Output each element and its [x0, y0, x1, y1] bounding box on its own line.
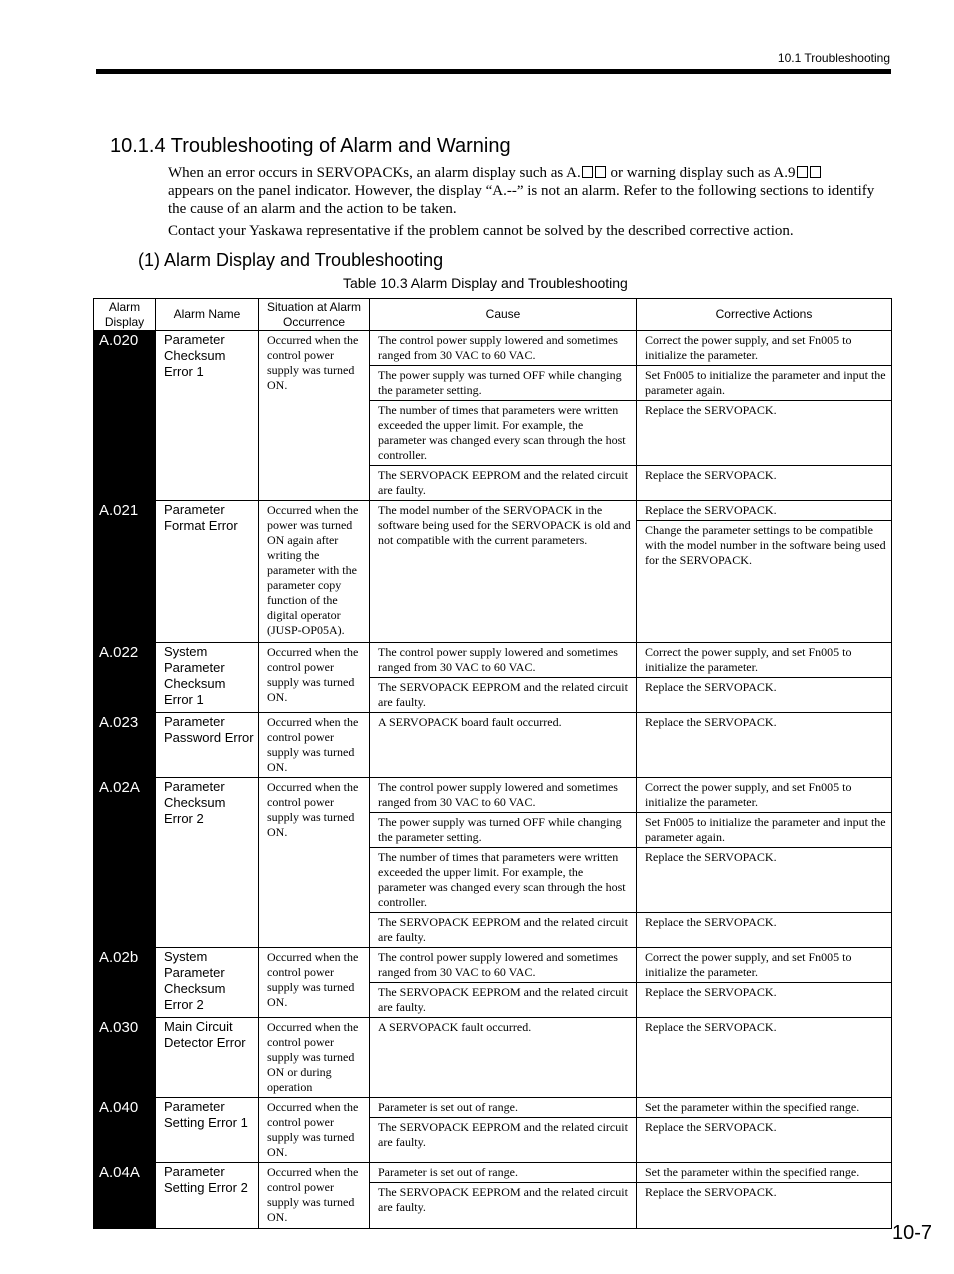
alarm-cause: The number of times that parameters were written exceeded the upper limit. For example, the parameter was changed every scan through the host controller. — [370, 401, 637, 466]
box-placeholder-icon — [797, 166, 808, 178]
corrective-action: Correct the power supply, and set Fn005 to initialize the parameter. — [637, 778, 892, 813]
alarm-code: A.021 — [94, 501, 156, 643]
table-caption: Table 10.3 Alarm Display and Troubleshooting — [343, 275, 628, 291]
alarm-situation: Occurred when the control power supply was turned ON. — [259, 1098, 370, 1163]
column-header: Situation at Alarm Occurrence — [259, 299, 370, 331]
box-placeholder-icon — [582, 166, 593, 178]
table-row — [94, 1018, 892, 1098]
corrective-action: Replace the SERVOPACK. — [637, 983, 892, 1018]
box-placeholder-icon — [595, 166, 606, 178]
alarm-name: System Parameter Checksum Error 1 — [156, 643, 259, 713]
alarm-cause: The SERVOPACK EEPROM and the related circuit are faulty. — [370, 913, 637, 948]
contact-paragraph: Contact your Yaskawa representative if the problem cannot be solved by the described corrective action. — [168, 223, 794, 239]
alarm-table — [93, 298, 892, 1229]
alarm-cause: The SERVOPACK EEPROM and the related circuit are faulty. — [370, 678, 637, 713]
alarm-code: A.022 — [94, 643, 156, 713]
alarm-name: System Parameter Checksum Error 2 — [156, 948, 259, 1018]
alarm-code: A.02b — [94, 948, 156, 1018]
alarm-cause: The SERVOPACK EEPROM and the related circuit are faulty. — [370, 1118, 637, 1163]
alarm-cause: The number of times that parameters were written exceeded the upper limit. For example, the parameter was changed every scan through the host controller. — [370, 848, 637, 913]
corrective-action: Correct the power supply, and set Fn005 to initialize the parameter. — [637, 643, 892, 678]
box-placeholder-icon — [810, 166, 821, 178]
alarm-cause: Parameter is set out of range. — [370, 1098, 637, 1118]
alarm-cause: The control power supply lowered and sometimes ranged from 30 VAC to 60 VAC. — [370, 778, 637, 813]
table-header-row — [94, 299, 892, 331]
column-header: Corrective Actions — [637, 299, 892, 331]
corrective-action: Replace the SERVOPACK. — [637, 466, 892, 501]
corrective-action: Replace the SERVOPACK. — [637, 678, 892, 713]
intro-text-1: When an error occurs in SERVOPACKs, an alarm display such as A. — [168, 165, 581, 181]
alarm-situation: Occurred when the control power supply was turned ON. — [259, 331, 370, 501]
corrective-action: Replace the SERVOPACK. — [637, 501, 892, 521]
alarm-code: A.023 — [94, 713, 156, 778]
alarm-cause: A SERVOPACK board fault occurred. — [370, 713, 637, 778]
alarm-cause: The SERVOPACK EEPROM and the related circuit are faulty. — [370, 1183, 637, 1229]
intro-text-3: appears on the panel indicator. However, the display “A.--” is not an alarm. Refer to the following sections to identify the cause of an alarm and the action to be taken. — [168, 183, 875, 217]
corrective-action: Replace the SERVOPACK. — [637, 1018, 892, 1098]
alarm-cause: The SERVOPACK EEPROM and the related circuit are faulty. — [370, 983, 637, 1018]
column-header: Alarm Name — [156, 299, 259, 331]
alarm-code: A.04A — [94, 1163, 156, 1229]
alarm-code: A.020 — [94, 331, 156, 501]
alarm-name: Parameter Password Error — [156, 713, 259, 778]
corrective-action: Replace the SERVOPACK. — [637, 848, 892, 913]
alarm-code: A.02A — [94, 778, 156, 948]
column-header: Alarm Display — [94, 299, 156, 331]
table-row — [94, 778, 892, 813]
header-rule — [96, 69, 891, 74]
alarm-code: A.040 — [94, 1098, 156, 1163]
alarm-cause: The control power supply lowered and sometimes ranged from 30 VAC to 60 VAC. — [370, 643, 637, 678]
corrective-action: Set the parameter within the specified range. — [637, 1098, 892, 1118]
section-heading: 10.1.4 Troubleshooting of Alarm and Warning — [110, 135, 511, 157]
corrective-action: Correct the power supply, and set Fn005 to initialize the parameter. — [637, 948, 892, 983]
alarm-situation: Occurred when the control power supply was turned ON. — [259, 1163, 370, 1229]
alarm-name: Parameter Format Error — [156, 501, 259, 643]
table-row — [94, 1098, 892, 1118]
table-row — [94, 713, 892, 778]
alarm-name: Main Circuit Detector Error — [156, 1018, 259, 1098]
alarm-code: A.030 — [94, 1018, 156, 1098]
alarm-cause: The control power supply lowered and sometimes ranged from 30 VAC to 60 VAC. — [370, 948, 637, 983]
corrective-action: Set Fn005 to initialize the parameter and input the parameter again. — [637, 366, 892, 401]
alarm-name: Parameter Setting Error 1 — [156, 1098, 259, 1163]
alarm-situation: Occurred when the control power supply was turned ON. — [259, 643, 370, 713]
table-row — [94, 948, 892, 983]
alarm-situation: Occurred when the control power supply was turned ON. — [259, 713, 370, 778]
table-body — [94, 331, 892, 1229]
corrective-action: Replace the SERVOPACK. — [637, 1183, 892, 1229]
corrective-action: Set the parameter within the specified range. — [637, 1163, 892, 1183]
alarm-situation: Occurred when the power was turned ON again after writing the parameter with the parameter copy function of the digital operator (JUSP-OP05A). — [259, 501, 370, 643]
alarm-situation: Occurred when the control power supply was turned ON. — [259, 948, 370, 1018]
column-header: Cause — [370, 299, 637, 331]
intro-paragraph — [168, 164, 888, 218]
table-row — [94, 501, 892, 521]
alarm-cause: The control power supply lowered and sometimes ranged from 30 VAC to 60 VAC. — [370, 331, 637, 366]
table-row — [94, 331, 892, 366]
table-row — [94, 643, 892, 678]
table-row — [94, 1163, 892, 1183]
alarm-name: Parameter Checksum Error 2 — [156, 778, 259, 948]
alarm-situation: Occurred when the control power supply was turned ON. — [259, 778, 370, 948]
alarm-situation: Occurred when the control power supply was turned ON or during operation — [259, 1018, 370, 1098]
corrective-action: Replace the SERVOPACK. — [637, 913, 892, 948]
subsection-heading: (1) Alarm Display and Troubleshooting — [138, 250, 444, 270]
intro-text-2: or warning display such as A.9 — [606, 165, 796, 181]
corrective-action: Set Fn005 to initialize the parameter and input the parameter again. — [637, 813, 892, 848]
alarm-cause: The power supply was turned OFF while changing the parameter setting. — [370, 813, 637, 848]
corrective-action: Correct the power supply, and set Fn005 to initialize the parameter. — [637, 331, 892, 366]
corrective-action: Replace the SERVOPACK. — [637, 713, 892, 778]
running-header: 10.1 Troubleshooting — [777, 51, 890, 65]
alarm-name: Parameter Checksum Error 1 — [156, 331, 259, 501]
alarm-cause: The model number of the SERVOPACK in the software being used for the SERVOPACK is old and not compatible with the current parameters. — [370, 501, 637, 643]
corrective-action: Replace the SERVOPACK. — [637, 401, 892, 466]
alarm-cause: The SERVOPACK EEPROM and the related circuit are faulty. — [370, 466, 637, 501]
alarm-cause: Parameter is set out of range. — [370, 1163, 637, 1183]
corrective-action: Change the parameter settings to be compatible with the model number in the software being used for the SERVOPACK. — [637, 521, 892, 643]
corrective-action: Replace the SERVOPACK. — [637, 1118, 892, 1163]
alarm-name: Parameter Setting Error 2 — [156, 1163, 259, 1229]
alarm-cause: The power supply was turned OFF while changing the parameter setting. — [370, 366, 637, 401]
page-number: 10-7 — [891, 1222, 932, 1244]
alarm-cause: A SERVOPACK fault occurred. — [370, 1018, 637, 1098]
